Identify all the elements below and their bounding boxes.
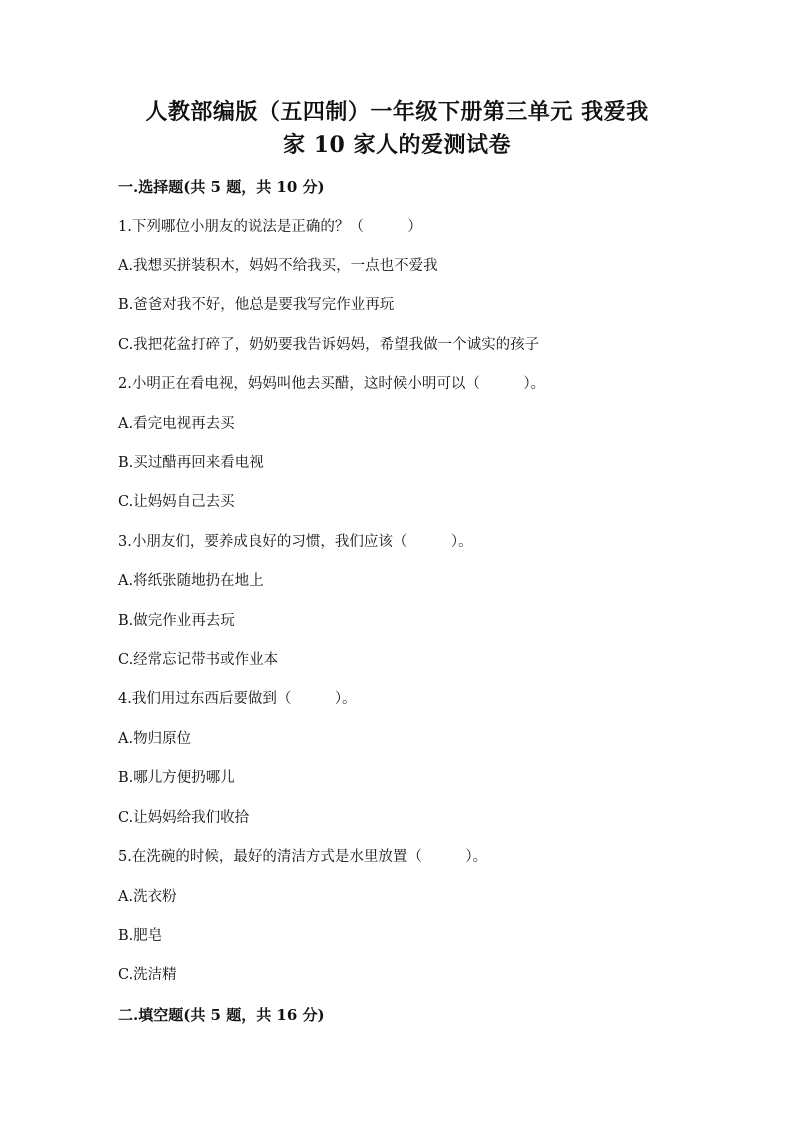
answer-option: A.洗衣粉 xyxy=(118,889,177,905)
exam-title-line-2: 家 10 家人的爱测试卷 xyxy=(283,132,511,158)
answer-option: B.做完作业再去玩 xyxy=(118,613,235,629)
answer-option: A.我想买拼装积木，妈妈不给我买，一点也不爱我 xyxy=(118,258,438,274)
answer-option: B.哪儿方便扔哪儿 xyxy=(118,770,235,786)
section-heading-choice: 一.选择题(共 5 题，共 10 分) xyxy=(118,178,325,196)
question-stem: 3.小朋友们，要养成良好的习惯，我们应该（ ）。 xyxy=(118,534,473,550)
answer-option: A.物归原位 xyxy=(118,731,192,747)
answer-option: C.让妈妈给我们收拾 xyxy=(118,810,250,826)
answer-option: A.看完电视再去买 xyxy=(118,416,235,432)
answer-option: C.洗洁精 xyxy=(118,967,177,983)
answer-option: A.将纸张随地扔在地上 xyxy=(118,573,264,589)
section-heading-fill-blank: 二.填空题(共 5 题，共 16 分) xyxy=(118,1006,325,1024)
answer-option: B.买过醋再回来看电视 xyxy=(118,455,264,471)
exam-title-line-1: 人教部编版（五四制）一年级下册第三单元 我爱我 xyxy=(145,99,649,125)
answer-option: B.爸爸对我不好，他总是要我写完作业再玩 xyxy=(118,297,395,313)
question-stem: 1.下列哪位小朋友的说法是正确的？（ ） xyxy=(118,219,422,235)
question-stem: 4.我们用过东西后要做到（ ）。 xyxy=(118,691,357,707)
answer-option: B.肥皂 xyxy=(118,928,163,944)
answer-option: C.我把花盆打碎了，奶奶要我告诉妈妈，希望我做一个诚实的孩子 xyxy=(118,337,540,353)
question-stem: 2.小明正在看电视，妈妈叫他去买醋，这时候小明可以（ ）。 xyxy=(118,376,546,392)
question-stem: 5.在洗碗的时候，最好的清洁方式是水里放置（ ）。 xyxy=(118,849,488,865)
answer-option: C.经常忘记带书或作业本 xyxy=(118,652,279,668)
answer-option: C.让妈妈自己去买 xyxy=(118,494,235,510)
